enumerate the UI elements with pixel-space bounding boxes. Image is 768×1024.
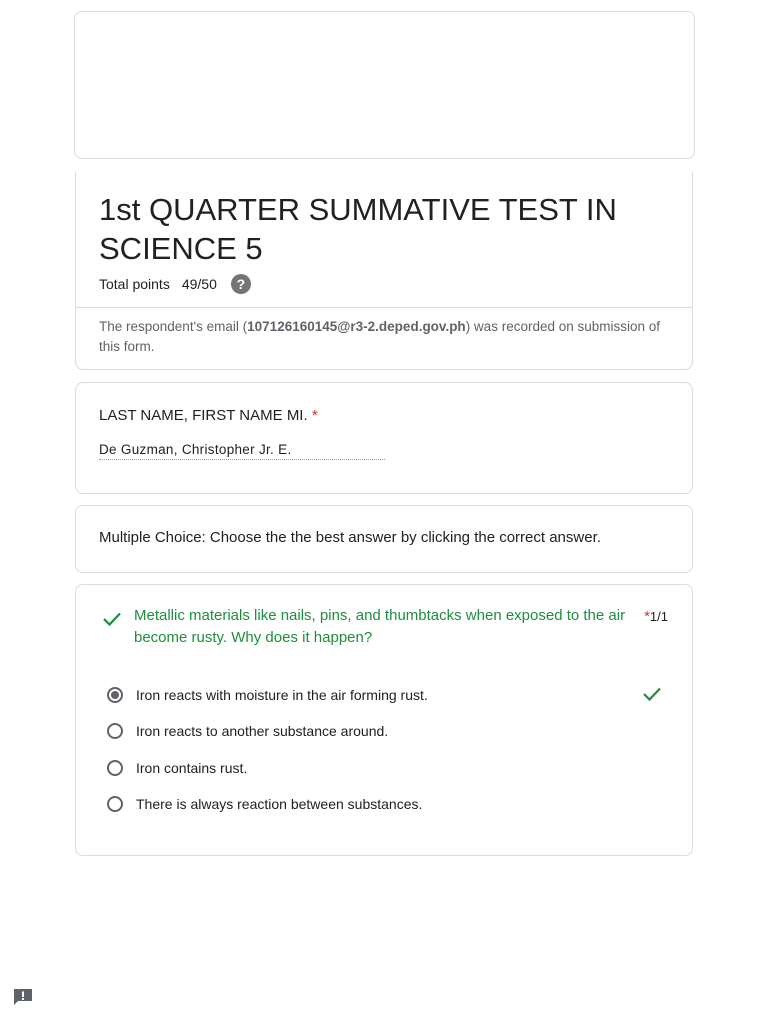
answer-option-label: There is always reaction between substances. xyxy=(136,796,423,812)
correct-answer-check-icon xyxy=(641,685,663,703)
required-asterisk: * xyxy=(644,608,650,625)
radio-selected-icon[interactable] xyxy=(107,687,123,703)
form-title: 1st QUARTER SUMMATIVE TEST IN SCIENCE 5 xyxy=(99,192,617,266)
required-asterisk: * xyxy=(311,407,318,424)
report-feedback-icon[interactable] xyxy=(12,987,34,1007)
answer-option-label: Iron reacts to another substance around. xyxy=(136,723,389,739)
radio-unselected-icon[interactable] xyxy=(107,760,123,776)
answer-option-label: Iron reacts with moisture in the air forming rust. xyxy=(136,687,428,703)
question-card xyxy=(75,584,693,856)
total-points xyxy=(99,273,251,295)
section-description-card xyxy=(75,505,693,573)
question-score-value: 1/1 xyxy=(649,609,668,624)
name-answer: De Guzman, Christopher Jr. E. xyxy=(99,442,385,460)
answer-option-label: Iron contains rust. xyxy=(136,760,248,776)
answer-option[interactable] xyxy=(107,685,428,705)
name-question-label xyxy=(99,407,318,424)
header-banner xyxy=(74,11,695,159)
radio-unselected-icon[interactable] xyxy=(107,723,123,739)
name-question-text: LAST NAME, FIRST NAME MI. xyxy=(99,407,308,424)
name-question-card xyxy=(75,382,693,494)
respondent-email: 107126160145@r3-2.deped.gov.ph xyxy=(247,319,466,334)
answer-option[interactable] xyxy=(107,758,247,778)
answer-option[interactable] xyxy=(107,721,388,741)
section-description: Multiple Choice: Choose the the best answer by clicking the correct answer. xyxy=(99,529,601,546)
email-notice-suffix: ) was recorded on submission of this form. xyxy=(99,319,661,354)
email-notice xyxy=(99,317,669,356)
total-points-value: 49/50 xyxy=(181,276,217,292)
question-text: Metallic materials like nails, pins, and thumbtacks when exposed to the air become rusty. Why does it happen? xyxy=(134,607,626,646)
radio-unselected-icon[interactable] xyxy=(107,796,123,812)
check-icon xyxy=(102,610,122,628)
help-icon[interactable]: ? xyxy=(231,274,251,294)
answer-option[interactable] xyxy=(107,794,422,814)
question-score xyxy=(644,608,668,625)
header-divider xyxy=(76,307,692,308)
form-header-card xyxy=(75,172,693,370)
email-notice-prefix: The respondent's email ( xyxy=(99,319,248,334)
total-points-label: Total points xyxy=(99,276,170,292)
